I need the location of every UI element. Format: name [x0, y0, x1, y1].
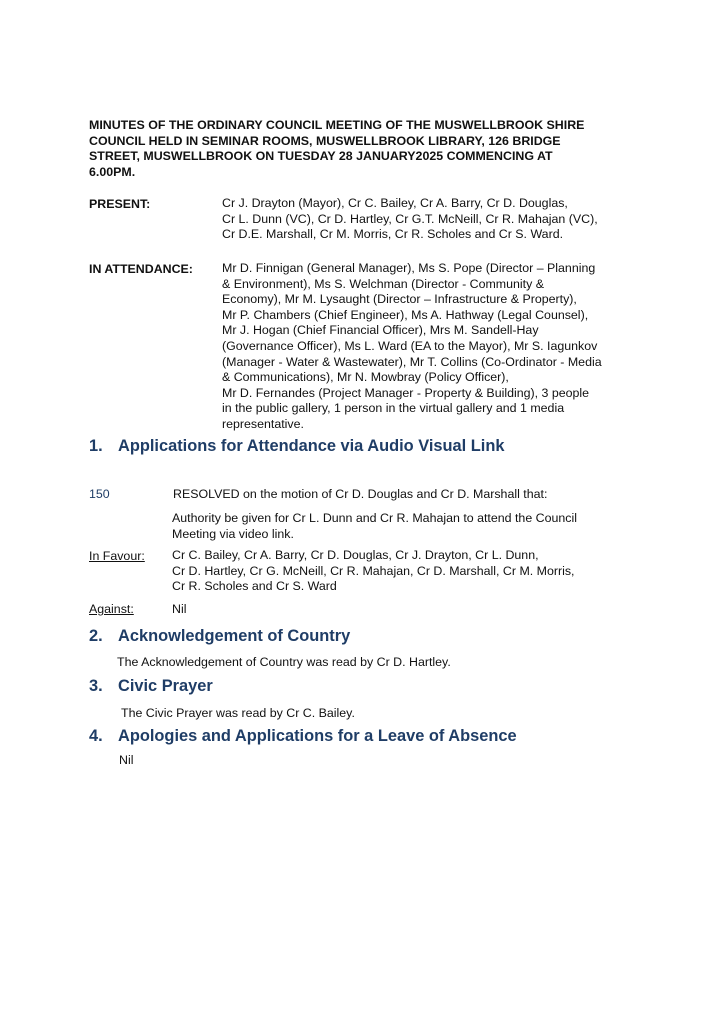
- authority-line: Authority be given for Cr L. Dunn and Cr R. Mahajan to attend the Council: [172, 511, 577, 525]
- present-line: Cr J. Drayton (Mayor), Cr C. Bailey, Cr A. Barry, Cr D. Douglas,: [222, 196, 568, 210]
- attendance-line: & Communications), Mr N. Mowbray (Policy Officer),: [222, 370, 509, 385]
- title-line: STREET, MUSWELLBROOK ON TUESDAY 28 JANUARY2025 COMMENCING AT: [89, 149, 553, 164]
- section-title: Apologies and Applications for a Leave of Absence: [118, 727, 517, 745]
- section-heading-1: [89, 437, 504, 456]
- resolution-text: RESOLVED on the motion of Cr D. Douglas and Cr D. Marshall that:: [173, 487, 548, 501]
- authority-line: Meeting via video link.: [172, 526, 294, 541]
- attendance-line: Mr D. Finnigan (General Manager), Ms S. Pope (Director – Planning: [222, 261, 596, 275]
- present-list: [222, 196, 598, 243]
- attendance-line: Mr P. Chambers (Chief Engineer), Ms A. Hathway (Legal Counsel),: [222, 307, 589, 322]
- section-heading-4: [89, 727, 517, 746]
- in-favour-label: In Favour:: [89, 549, 145, 563]
- civic-prayer-text: The Civic Prayer was read by Cr C. Bailey.: [121, 706, 355, 720]
- section-number: 4.: [89, 727, 103, 745]
- section-number: 2.: [89, 627, 103, 645]
- attendance-line: (Manager - Water & Wastewater), Mr T. Collins (Co-Ordinator - Media: [222, 354, 602, 369]
- section-number: 3.: [89, 677, 103, 695]
- attendance-line: (Governance Officer), Ms L. Ward (EA to the Mayor), Mr S. Iagunkov: [222, 338, 598, 353]
- section-number: 1.: [89, 437, 103, 455]
- title-line: MINUTES OF THE ORDINARY COUNCIL MEETING OF THE MUSWELLBROOK SHIRE: [89, 118, 585, 132]
- section-heading-2: [89, 627, 350, 646]
- attendance-line: Mr D. Fernandes (Project Manager - Property & Building), 3 people: [222, 385, 590, 400]
- resolution-number: 150: [89, 487, 110, 501]
- present-line: Cr L. Dunn (VC), Cr D. Hartley, Cr G.T. McNeill, Cr R. Mahajan (VC),: [222, 211, 598, 226]
- apologies-text: Nil: [119, 753, 134, 767]
- section-title: Applications for Attendance via Audio Visual Link: [118, 437, 505, 455]
- present-line: Cr D.E. Marshall, Cr M. Morris, Cr R. Scholes and Cr S. Ward.: [222, 227, 564, 242]
- attendance-line: in the public gallery, 1 person in the virtual gallery and 1 media: [222, 401, 565, 416]
- acknowledgement-text: The Acknowledgement of Country was read by Cr D. Hartley.: [117, 655, 451, 669]
- in-favour-list: [172, 548, 575, 595]
- attendance-label: IN ATTENDANCE:: [89, 262, 193, 276]
- in-favour-line: Cr C. Bailey, Cr A. Barry, Cr D. Douglas, Cr J. Drayton, Cr L. Dunn,: [172, 548, 539, 562]
- attendance-line: Economy), Mr M. Lysaught (Director – Infrastructure & Property),: [222, 292, 577, 307]
- against-value: Nil: [172, 602, 187, 616]
- present-label: PRESENT:: [89, 197, 151, 211]
- section-title: Civic Prayer: [118, 677, 213, 695]
- in-favour-line: Cr R. Scholes and Cr S. Ward: [172, 579, 337, 594]
- resolution-authority: [172, 511, 577, 542]
- attendance-line: representative.: [222, 416, 304, 431]
- title-line: 6.00PM.: [89, 164, 136, 179]
- title-line: COUNCIL HELD IN SEMINAR ROOMS, MUSWELLBROOK LIBRARY, 126 BRIDGE: [89, 133, 561, 148]
- attendance-list: [222, 261, 602, 433]
- against-label: Against:: [89, 602, 134, 616]
- attendance-line: & Environment), Ms S. Welchman (Director - Community &: [222, 276, 545, 291]
- attendance-line: Mr J. Hogan (Chief Financial Officer), Mrs M. Sandell-Hay: [222, 323, 539, 338]
- section-heading-3: [89, 677, 213, 696]
- in-favour-line: Cr D. Hartley, Cr G. McNeill, Cr R. Mahajan, Cr D. Marshall, Cr M. Morris,: [172, 563, 575, 578]
- section-title: Acknowledgement of Country: [118, 627, 351, 645]
- minutes-title: [89, 118, 649, 180]
